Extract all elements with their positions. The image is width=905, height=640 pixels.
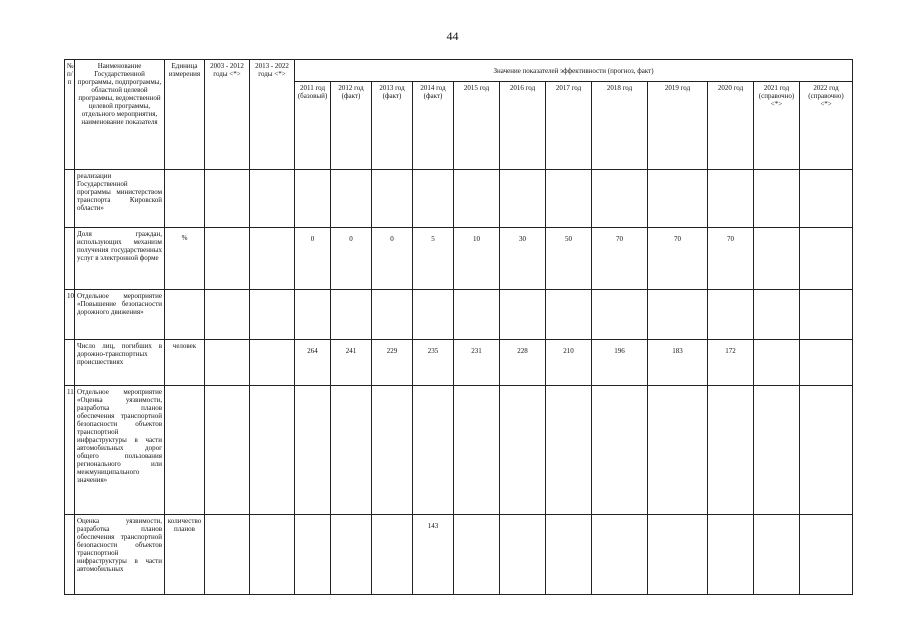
row-value xyxy=(546,290,592,340)
row-value: 183 xyxy=(648,340,708,386)
row-value xyxy=(546,170,592,228)
row-value: 0 xyxy=(295,228,331,290)
row-num xyxy=(65,170,75,228)
header-year: 2012 год (факт) xyxy=(331,82,372,170)
header-year: 2015 год xyxy=(454,82,500,170)
row-value: 70 xyxy=(648,228,708,290)
row-name: Доля граждан, использующих механизм получения государственных услуг в электронной форме xyxy=(75,228,165,290)
row-value: 172 xyxy=(708,340,754,386)
row-value xyxy=(708,515,754,595)
row-value xyxy=(800,290,853,340)
row-value xyxy=(295,170,331,228)
row-value xyxy=(592,290,648,340)
row-cell-empty xyxy=(205,515,250,595)
row-cell-empty xyxy=(205,228,250,290)
row-name: Отдельное мероприятие «Оценка уязвимости, разработка планов обеспечения транспортной безопасности объектов транспортной инфраструктуры в части автомобильных дорог общего пользования регионального или межмуниципального значения» xyxy=(75,386,165,515)
row-num xyxy=(65,515,75,595)
row-value xyxy=(331,290,372,340)
row-cell-empty xyxy=(205,290,250,340)
row-value xyxy=(500,290,546,340)
row-value xyxy=(648,290,708,340)
row-cell-empty xyxy=(250,170,295,228)
row-value: 50 xyxy=(546,228,592,290)
row-value xyxy=(372,170,413,228)
row-unit: человек xyxy=(165,340,205,386)
header-year: 2013 год (факт) xyxy=(372,82,413,170)
header-year: 2016 год xyxy=(500,82,546,170)
row-value xyxy=(331,515,372,595)
row-value xyxy=(754,290,800,340)
row-value: 30 xyxy=(500,228,546,290)
header-year: 2018 год xyxy=(592,82,648,170)
row-value xyxy=(708,386,754,515)
table-row xyxy=(65,290,853,340)
row-name: Отдельное мероприятие «Повышение безопасности дорожного движения» xyxy=(75,290,165,340)
row-value xyxy=(413,170,454,228)
row-value xyxy=(648,170,708,228)
indicators-table xyxy=(64,59,853,595)
row-value: 143 xyxy=(413,515,454,595)
row-value xyxy=(413,290,454,340)
row-value xyxy=(708,170,754,228)
row-value xyxy=(708,290,754,340)
header-year: 2022 год (справочно) <*> xyxy=(800,82,853,170)
row-value xyxy=(546,386,592,515)
row-value: 70 xyxy=(592,228,648,290)
row-value xyxy=(800,170,853,228)
row-value xyxy=(454,386,500,515)
row-unit: % xyxy=(165,228,205,290)
row-value xyxy=(331,170,372,228)
header-year: 2019 год xyxy=(648,82,708,170)
row-num: 10 xyxy=(65,290,75,340)
row-value: 196 xyxy=(592,340,648,386)
row-value: 210 xyxy=(546,340,592,386)
header-year: 2014 год (факт) xyxy=(413,82,454,170)
row-name: Число лиц, погибших в дорожно-транспортных происшествиях xyxy=(75,340,165,386)
row-unit xyxy=(165,170,205,228)
row-value: 231 xyxy=(454,340,500,386)
row-name: реализации Государственной программы министерством транспорта Кировской области» xyxy=(75,170,165,228)
row-value: 5 xyxy=(413,228,454,290)
row-value xyxy=(454,290,500,340)
row-num xyxy=(65,340,75,386)
header-num: № п/п xyxy=(65,60,75,170)
row-num: 11 xyxy=(65,386,75,515)
row-value xyxy=(372,386,413,515)
row-value xyxy=(500,515,546,595)
table-row xyxy=(65,340,853,386)
row-value xyxy=(295,515,331,595)
header-unit: Единица измерения xyxy=(165,60,205,170)
table-row xyxy=(65,228,853,290)
row-value xyxy=(754,515,800,595)
row-value xyxy=(648,515,708,595)
row-value xyxy=(592,515,648,595)
header-group: Значение показателей эффективности (прогноз, факт) xyxy=(295,60,853,82)
header-year: 2017 год xyxy=(546,82,592,170)
row-value xyxy=(500,386,546,515)
row-value xyxy=(331,386,372,515)
page-number: 44 xyxy=(446,29,459,43)
row-value: 0 xyxy=(331,228,372,290)
row-value xyxy=(372,290,413,340)
row-value xyxy=(592,170,648,228)
header-year: 2011 год (базовый) xyxy=(295,82,331,170)
row-cell-empty xyxy=(205,170,250,228)
row-value xyxy=(754,228,800,290)
row-value: 228 xyxy=(500,340,546,386)
header-year: 2020 год xyxy=(708,82,754,170)
row-value: 10 xyxy=(454,228,500,290)
row-value xyxy=(500,170,546,228)
header-period-2003: 2003 - 2012 годы <*> xyxy=(205,60,250,170)
row-value xyxy=(295,386,331,515)
row-value xyxy=(648,386,708,515)
row-value xyxy=(754,386,800,515)
row-value xyxy=(454,515,500,595)
row-unit xyxy=(165,386,205,515)
row-value: 229 xyxy=(372,340,413,386)
row-cell-empty xyxy=(205,340,250,386)
row-cell-empty xyxy=(250,515,295,595)
header-name: Наименование Государственной программы, подпрограммы, областной целевой программы, ведомственной целевой программы, отдельного мероприятия, наименование показателя xyxy=(75,60,165,170)
row-value: 235 xyxy=(413,340,454,386)
row-name: Оценка уязвимости, разработка планов обеспечения транспортной безопасности объектов транспортной инфраструктуры в части автомобильных xyxy=(75,515,165,595)
row-value xyxy=(800,386,853,515)
row-cell-empty xyxy=(250,228,295,290)
table-row xyxy=(65,170,853,228)
row-num xyxy=(65,228,75,290)
row-value xyxy=(754,170,800,228)
row-value xyxy=(413,386,454,515)
row-value xyxy=(546,515,592,595)
header-period-2013: 2013 - 2022 годы <*> xyxy=(250,60,295,170)
row-value xyxy=(592,386,648,515)
row-value: 0 xyxy=(372,228,413,290)
row-cell-empty xyxy=(205,386,250,515)
row-value: 70 xyxy=(708,228,754,290)
row-value xyxy=(800,340,853,386)
row-value xyxy=(754,340,800,386)
row-cell-empty xyxy=(250,340,295,386)
row-unit: количество планов xyxy=(165,515,205,595)
row-cell-empty xyxy=(250,290,295,340)
row-value xyxy=(800,515,853,595)
row-value xyxy=(454,170,500,228)
row-value xyxy=(800,228,853,290)
row-value xyxy=(295,290,331,340)
row-value: 241 xyxy=(331,340,372,386)
table-row xyxy=(65,386,853,515)
row-value: 264 xyxy=(295,340,331,386)
row-cell-empty xyxy=(250,386,295,515)
header-year: 2021 год (справочно) <*> xyxy=(754,82,800,170)
row-unit xyxy=(165,290,205,340)
table-row xyxy=(65,515,853,595)
row-value xyxy=(372,515,413,595)
